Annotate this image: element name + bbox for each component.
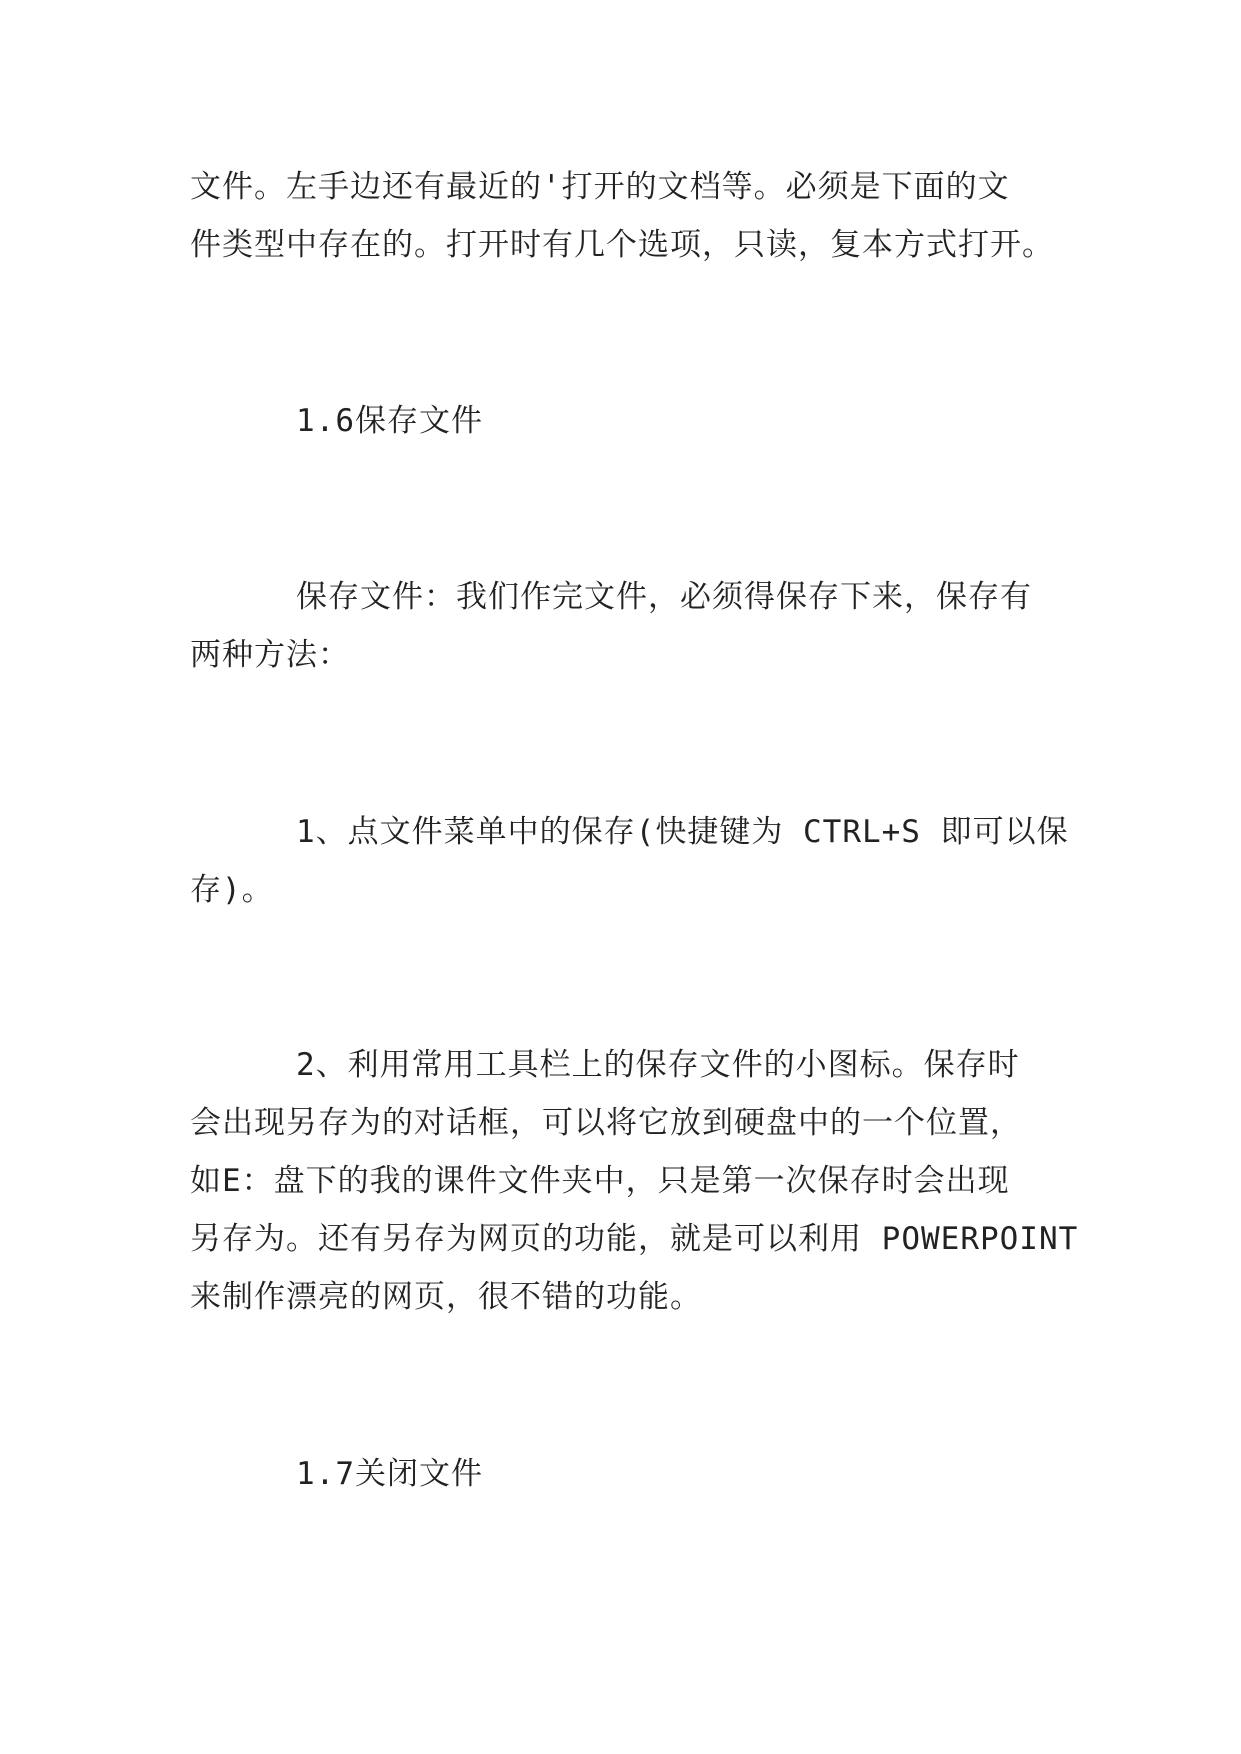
paragraph-open-file-continued [190, 158, 1060, 274]
section-heading-close-file: 1.7关闭文件 [296, 1456, 483, 1492]
section-heading-save-file: 1.6保存文件 [296, 403, 483, 439]
text-line: 1、点文件菜单中的保存(快捷键为 CTRL+S 即可以保 [296, 814, 1069, 850]
paragraph-save-method-2 [190, 1036, 1079, 1326]
paragraph-save-method-1 [190, 803, 1069, 919]
text-line: 2、利用常用工具栏上的保存文件的小图标。保存时 [296, 1047, 1020, 1083]
text-line: 会出现另存为的对话框，可以将它放到硬盘中的一个位置， [190, 1105, 1022, 1141]
text-line: 件类型中存在的。打开时有几个选项，只读，复本方式打开。 [190, 227, 1054, 263]
paragraph-save-intro [190, 568, 1060, 684]
text-line: 存)。 [190, 872, 274, 908]
text-line: 两种方法： [190, 637, 350, 673]
text-line: 如E：盘下的我的课件文件夹中，只是第一次保存时会出现 [190, 1163, 1010, 1199]
text-line: 文件。左手边还有最近的'打开的文档等。必须是下面的文 [190, 169, 1010, 205]
text-line: 来制作漂亮的网页，很不错的功能。 [190, 1279, 702, 1315]
text-line: 保存文件：我们作完文件，必须得保存下来，保存有 [296, 579, 1032, 615]
text-line: 另存为。还有另存为网页的功能，就是可以利用 POWERPOINT [190, 1221, 1079, 1257]
